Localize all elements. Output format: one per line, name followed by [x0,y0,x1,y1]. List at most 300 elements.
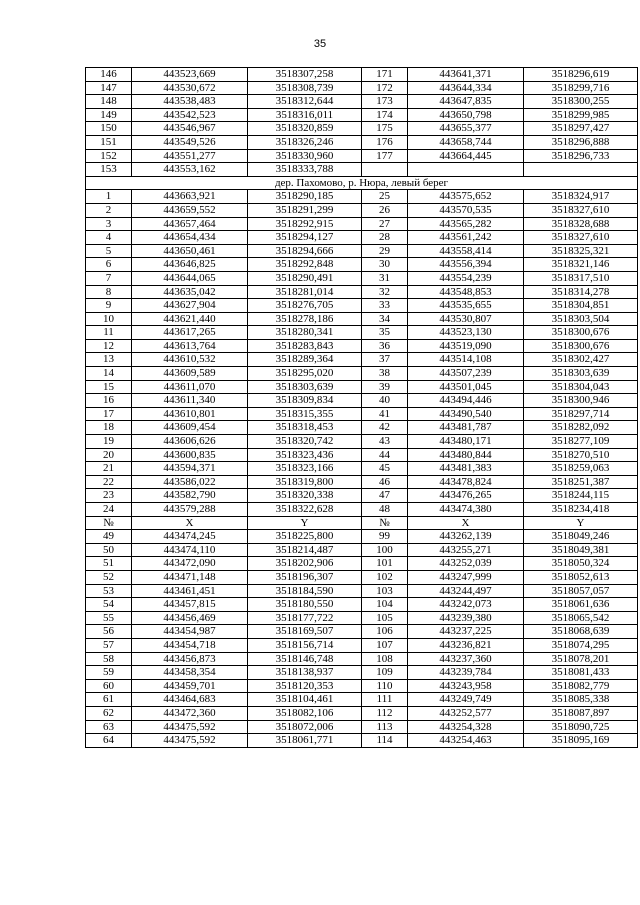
table-row [86,611,638,625]
y-coordinate-cell: 3518300,946 [524,394,638,408]
y-coordinate-cell: 3518057,057 [524,584,638,598]
y-coordinate-cell: 3518294,666 [248,244,362,258]
point-number-cell: 3 [86,217,132,231]
point-number-cell [362,163,408,177]
point-number-cell: 175 [362,122,408,136]
point-number-cell: 5 [86,244,132,258]
x-coordinate-cell: 443617,265 [132,326,248,340]
x-coordinate-cell: 443519,090 [408,339,524,353]
y-coordinate-cell: 3518068,639 [524,625,638,639]
x-coordinate-cell: 443658,744 [408,135,524,149]
point-number-cell: 6 [86,258,132,272]
x-coordinate-cell: 443239,784 [408,666,524,680]
x-coordinate-cell: 443556,394 [408,258,524,272]
y-coordinate-cell: 3518303,639 [248,380,362,394]
y-coordinate-cell: 3518169,507 [248,625,362,639]
x-coordinate-cell: 443546,967 [132,122,248,136]
table-row [86,598,638,612]
y-coordinate-cell: 3518244,115 [524,489,638,503]
y-coordinate-cell: 3518082,106 [248,706,362,720]
x-coordinate-cell: 443610,532 [132,353,248,367]
y-coordinate-cell: 3518202,906 [248,557,362,571]
x-coordinate-cell: 443579,288 [132,503,248,517]
x-coordinate-cell: 443654,434 [132,231,248,245]
x-coordinate-cell: 443542,523 [132,108,248,122]
y-coordinate-cell: 3518320,859 [248,122,362,136]
x-coordinate-cell: 443247,999 [408,570,524,584]
point-number-cell: 44 [362,448,408,462]
point-number-cell: 42 [362,421,408,435]
x-coordinate-cell: 443237,360 [408,652,524,666]
y-coordinate-cell: 3518304,851 [524,299,638,313]
table-row [86,68,638,82]
x-coordinate-cell: 443523,669 [132,68,248,82]
point-number-cell: 27 [362,217,408,231]
y-coordinate-cell: 3518307,258 [248,68,362,82]
table-row [86,462,638,476]
y-coordinate-cell: 3518214,487 [248,543,362,557]
x-coordinate-cell: 443594,371 [132,462,248,476]
table-row [86,435,638,449]
point-number-cell: 37 [362,353,408,367]
y-coordinate-cell: 3518294,127 [248,231,362,245]
table-row [86,299,638,313]
table-row [86,217,638,231]
y-coordinate-cell: 3518289,364 [248,353,362,367]
y-coordinate-cell: 3518308,739 [248,81,362,95]
point-number-cell: 12 [86,339,132,353]
x-coordinate-cell: 443635,042 [132,285,248,299]
x-coordinate-cell: 443239,380 [408,611,524,625]
y-coordinate-cell: 3518309,834 [248,394,362,408]
x-coordinate-cell: 443471,148 [132,570,248,584]
point-number-cell: 54 [86,598,132,612]
y-coordinate-cell: 3518280,341 [248,326,362,340]
y-coordinate-cell: 3518156,714 [248,638,362,652]
y-coordinate-cell: 3518283,843 [248,339,362,353]
point-number-cell: 43 [362,435,408,449]
x-coordinate-cell: 443472,090 [132,557,248,571]
y-coordinate-cell: 3518322,628 [248,503,362,517]
point-number-cell: 35 [362,326,408,340]
point-number-cell: 101 [362,557,408,571]
x-coordinate-cell: 443664,445 [408,149,524,163]
table-row [86,326,638,340]
x-coordinate-cell: 443549,526 [132,135,248,149]
column-header-number: № [362,516,408,530]
point-number-cell: 1 [86,190,132,204]
table-row [86,693,638,707]
point-number-cell: 45 [362,462,408,476]
y-coordinate-cell: 3518323,166 [248,462,362,476]
y-coordinate-cell: 3518328,688 [524,217,638,231]
x-coordinate-cell: 443650,461 [132,244,248,258]
x-coordinate-cell: 443657,464 [132,217,248,231]
table-row [86,285,638,299]
point-number-cell: 38 [362,367,408,381]
table-row [86,543,638,557]
point-number-cell: 15 [86,380,132,394]
table-row [86,489,638,503]
point-number-cell: 11 [86,326,132,340]
x-coordinate-cell: 443611,070 [132,380,248,394]
x-coordinate-cell: 443554,239 [408,271,524,285]
point-number-cell: 176 [362,135,408,149]
y-coordinate-cell: 3518314,278 [524,285,638,299]
table-row [86,679,638,693]
point-number-cell: 41 [362,407,408,421]
point-number-cell: 171 [362,68,408,82]
x-coordinate-cell: 443242,073 [408,598,524,612]
point-number-cell: 26 [362,203,408,217]
table-row [86,122,638,136]
x-coordinate-cell: 443481,787 [408,421,524,435]
x-coordinate-cell: 443262,139 [408,530,524,544]
point-number-cell: 9 [86,299,132,313]
table-row [86,203,638,217]
y-coordinate-cell: 3518324,917 [524,190,638,204]
y-coordinate-cell: 3518225,800 [248,530,362,544]
point-number-cell: 19 [86,435,132,449]
point-number-cell: 113 [362,720,408,734]
table-row [86,448,638,462]
x-coordinate-cell: 443456,873 [132,652,248,666]
x-coordinate-cell: 443647,835 [408,95,524,109]
x-coordinate-cell: 443613,764 [132,339,248,353]
y-coordinate-cell: 3518278,186 [248,312,362,326]
x-coordinate-cell: 443646,825 [132,258,248,272]
y-coordinate-cell: 3518304,043 [524,380,638,394]
point-number-cell: 104 [362,598,408,612]
x-coordinate-cell: 443454,718 [132,638,248,652]
x-coordinate-cell [408,163,524,177]
x-coordinate-cell: 443501,045 [408,380,524,394]
y-coordinate-cell: 3518090,725 [524,720,638,734]
y-coordinate-cell: 3518302,427 [524,353,638,367]
point-number-cell: 10 [86,312,132,326]
x-coordinate-cell: 443535,655 [408,299,524,313]
x-coordinate-cell: 443454,987 [132,625,248,639]
x-coordinate-cell: 443480,844 [408,448,524,462]
y-coordinate-cell: 3518327,610 [524,203,638,217]
point-number-cell: 13 [86,353,132,367]
y-coordinate-cell: 3518050,324 [524,557,638,571]
y-coordinate-cell: 3518299,985 [524,108,638,122]
point-number-cell: 58 [86,652,132,666]
y-coordinate-cell: 3518104,461 [248,693,362,707]
point-number-cell: 49 [86,530,132,544]
x-coordinate-cell: 443530,807 [408,312,524,326]
y-coordinate-cell: 3518321,146 [524,258,638,272]
x-coordinate-cell: 443561,242 [408,231,524,245]
point-number-cell: 59 [86,666,132,680]
point-number-cell: 146 [86,68,132,82]
y-coordinate-cell: 3518312,644 [248,95,362,109]
x-coordinate-cell: 443551,277 [132,149,248,163]
y-coordinate-cell: 3518291,299 [248,203,362,217]
point-number-cell: 36 [362,339,408,353]
x-coordinate-cell: 443474,110 [132,543,248,557]
x-coordinate-cell: 443586,022 [132,475,248,489]
point-number-cell: 64 [86,734,132,748]
x-coordinate-cell: 443514,108 [408,353,524,367]
x-coordinate-cell: 443475,592 [132,720,248,734]
table-row [86,258,638,272]
y-coordinate-cell: 3518300,676 [524,326,638,340]
point-number-cell: 30 [362,258,408,272]
y-coordinate-cell: 3518317,510 [524,271,638,285]
point-number-cell: 4 [86,231,132,245]
y-coordinate-cell: 3518074,295 [524,638,638,652]
point-number-cell: 147 [86,81,132,95]
x-coordinate-cell: 443254,328 [408,720,524,734]
x-coordinate-cell: 443565,282 [408,217,524,231]
y-coordinate-cell: 3518065,542 [524,611,638,625]
y-coordinate-cell: 3518318,453 [248,421,362,435]
point-number-cell: 21 [86,462,132,476]
y-coordinate-cell: 3518300,255 [524,95,638,109]
point-number-cell: 102 [362,570,408,584]
point-number-cell: 174 [362,108,408,122]
x-coordinate-cell: 443252,039 [408,557,524,571]
point-number-cell: 62 [86,706,132,720]
x-coordinate-cell: 443644,065 [132,271,248,285]
point-number-cell: 63 [86,720,132,734]
table-row [86,625,638,639]
y-coordinate-cell: 3518303,639 [524,367,638,381]
y-coordinate-cell: 3518276,705 [248,299,362,313]
point-number-cell: 8 [86,285,132,299]
x-coordinate-cell: 443461,451 [132,584,248,598]
y-coordinate-cell: 3518295,020 [248,367,362,381]
table-row [86,231,638,245]
x-coordinate-cell: 443475,592 [132,734,248,748]
point-number-cell: 16 [86,394,132,408]
point-number-cell: 51 [86,557,132,571]
point-number-cell: 150 [86,122,132,136]
y-coordinate-cell: 3518330,960 [248,149,362,163]
point-number-cell: 2 [86,203,132,217]
y-coordinate-cell: 3518297,427 [524,122,638,136]
y-coordinate-cell: 3518251,387 [524,475,638,489]
x-coordinate-cell: 443254,463 [408,734,524,748]
x-coordinate-cell: 443553,162 [132,163,248,177]
x-coordinate-cell: 443478,824 [408,475,524,489]
point-number-cell: 53 [86,584,132,598]
table-row [86,530,638,544]
x-coordinate-cell: 443641,371 [408,68,524,82]
y-coordinate-cell: 3518085,338 [524,693,638,707]
y-coordinate-cell: 3518270,510 [524,448,638,462]
table-row [86,475,638,489]
y-coordinate-cell: 3518325,321 [524,244,638,258]
point-number-cell: 60 [86,679,132,693]
point-number-cell: 111 [362,693,408,707]
point-number-cell: 28 [362,231,408,245]
x-coordinate-cell: 443476,265 [408,489,524,503]
x-coordinate-cell: 443249,749 [408,693,524,707]
point-number-cell: 55 [86,611,132,625]
y-coordinate-cell: 3518282,092 [524,421,638,435]
table-row [86,312,638,326]
y-coordinate-cell: 3518081,433 [524,666,638,680]
point-number-cell: 108 [362,652,408,666]
x-coordinate-cell: 443457,815 [132,598,248,612]
x-coordinate-cell: 443236,821 [408,638,524,652]
section-title: дер. Пахомово, р. Нюра, левый берег [86,176,638,190]
point-number-cell: 172 [362,81,408,95]
x-coordinate-cell: 443627,904 [132,299,248,313]
point-number-cell: 40 [362,394,408,408]
table-row [86,353,638,367]
column-header-x: X [132,516,248,530]
point-number-cell: 32 [362,285,408,299]
point-number-cell: 46 [362,475,408,489]
y-coordinate-cell: 3518320,742 [248,435,362,449]
table-row [86,407,638,421]
y-coordinate-cell: 3518177,722 [248,611,362,625]
point-number-cell: 151 [86,135,132,149]
x-coordinate-cell: 443490,540 [408,407,524,421]
x-coordinate-cell: 443610,801 [132,407,248,421]
x-coordinate-cell: 443609,589 [132,367,248,381]
x-coordinate-cell: 443611,340 [132,394,248,408]
x-coordinate-cell: 443621,440 [132,312,248,326]
block-1-points-146-177 [86,68,638,177]
x-coordinate-cell: 443243,958 [408,679,524,693]
x-coordinate-cell: 443507,239 [408,367,524,381]
x-coordinate-cell: 443255,271 [408,543,524,557]
x-coordinate-cell: 443474,380 [408,503,524,517]
x-coordinate-cell: 443609,454 [132,421,248,435]
column-header-number: № [86,516,132,530]
table-row [86,108,638,122]
point-number-cell: 57 [86,638,132,652]
point-number-cell: 109 [362,666,408,680]
x-coordinate-cell: 443600,835 [132,448,248,462]
x-coordinate-cell: 443663,921 [132,190,248,204]
table-row [86,638,638,652]
point-number-cell: 61 [86,693,132,707]
section-header [86,176,638,190]
x-coordinate-cell: 443237,225 [408,625,524,639]
point-number-cell: 148 [86,95,132,109]
y-coordinate-cell: 3518326,246 [248,135,362,149]
x-coordinate-cell: 443582,790 [132,489,248,503]
point-number-cell: 177 [362,149,408,163]
x-coordinate-cell: 443458,354 [132,666,248,680]
y-coordinate-cell: 3518303,504 [524,312,638,326]
y-coordinate-cell: 3518196,307 [248,570,362,584]
y-coordinate-cell: 3518087,897 [524,706,638,720]
x-coordinate-cell: 443575,652 [408,190,524,204]
point-number-cell: 48 [362,503,408,517]
x-coordinate-cell: 443548,853 [408,285,524,299]
y-coordinate-cell: 3518333,788 [248,163,362,177]
point-number-cell: 103 [362,584,408,598]
header-row [86,516,638,530]
table-row [86,421,638,435]
point-number-cell: 56 [86,625,132,639]
y-coordinate-cell: 3518184,590 [248,584,362,598]
point-number-cell: 31 [362,271,408,285]
column-header [86,516,638,530]
table-row [86,706,638,720]
y-coordinate-cell: 3518290,185 [248,190,362,204]
x-coordinate-cell: 443464,683 [132,693,248,707]
y-coordinate-cell: 3518138,937 [248,666,362,680]
y-coordinate-cell: 3518327,610 [524,231,638,245]
y-coordinate-cell: 3518061,636 [524,598,638,612]
page-number: 35 [313,38,327,50]
x-coordinate-cell: 443244,497 [408,584,524,598]
y-coordinate-cell: 3518061,771 [248,734,362,748]
point-number-cell: 39 [362,380,408,394]
table-row [86,163,638,177]
point-number-cell: 7 [86,271,132,285]
table-row [86,734,638,748]
y-coordinate-cell: 3518319,800 [248,475,362,489]
x-coordinate-cell: 443570,535 [408,203,524,217]
table-row [86,666,638,680]
section-title-row [86,176,638,190]
y-coordinate-cell: 3518180,550 [248,598,362,612]
column-header-y: Y [248,516,362,530]
y-coordinate-cell: 3518234,418 [524,503,638,517]
point-number-cell: 17 [86,407,132,421]
y-coordinate-cell: 3518095,169 [524,734,638,748]
point-number-cell: 50 [86,543,132,557]
x-coordinate-cell: 443530,672 [132,81,248,95]
point-number-cell: 114 [362,734,408,748]
y-coordinate-cell: 3518259,063 [524,462,638,476]
table-row [86,394,638,408]
y-coordinate-cell [524,163,638,177]
x-coordinate-cell: 443481,383 [408,462,524,476]
table-row [86,570,638,584]
x-coordinate-cell: 443494,446 [408,394,524,408]
y-coordinate-cell: 3518296,888 [524,135,638,149]
y-coordinate-cell: 3518290,491 [248,271,362,285]
y-coordinate-cell: 3518078,201 [524,652,638,666]
point-number-cell: 105 [362,611,408,625]
y-coordinate-cell: 3518049,381 [524,543,638,557]
table-row [86,557,638,571]
y-coordinate-cell: 3518323,436 [248,448,362,462]
x-coordinate-cell: 443456,469 [132,611,248,625]
x-coordinate-cell: 443252,577 [408,706,524,720]
x-coordinate-cell: 443538,483 [132,95,248,109]
point-number-cell: 52 [86,570,132,584]
point-number-cell: 22 [86,475,132,489]
table-row [86,190,638,204]
y-coordinate-cell: 3518281,014 [248,285,362,299]
point-number-cell: 106 [362,625,408,639]
table-row [86,339,638,353]
x-coordinate-cell: 443659,552 [132,203,248,217]
x-coordinate-cell: 443472,360 [132,706,248,720]
point-number-cell: 110 [362,679,408,693]
column-header-y: Y [524,516,638,530]
x-coordinate-cell: 443558,414 [408,244,524,258]
y-coordinate-cell: 3518296,619 [524,68,638,82]
table-row [86,367,638,381]
y-coordinate-cell: 3518320,338 [248,489,362,503]
table-row [86,503,638,517]
x-coordinate-cell: 443523,130 [408,326,524,340]
y-coordinate-cell: 3518146,748 [248,652,362,666]
point-number-cell: 149 [86,108,132,122]
